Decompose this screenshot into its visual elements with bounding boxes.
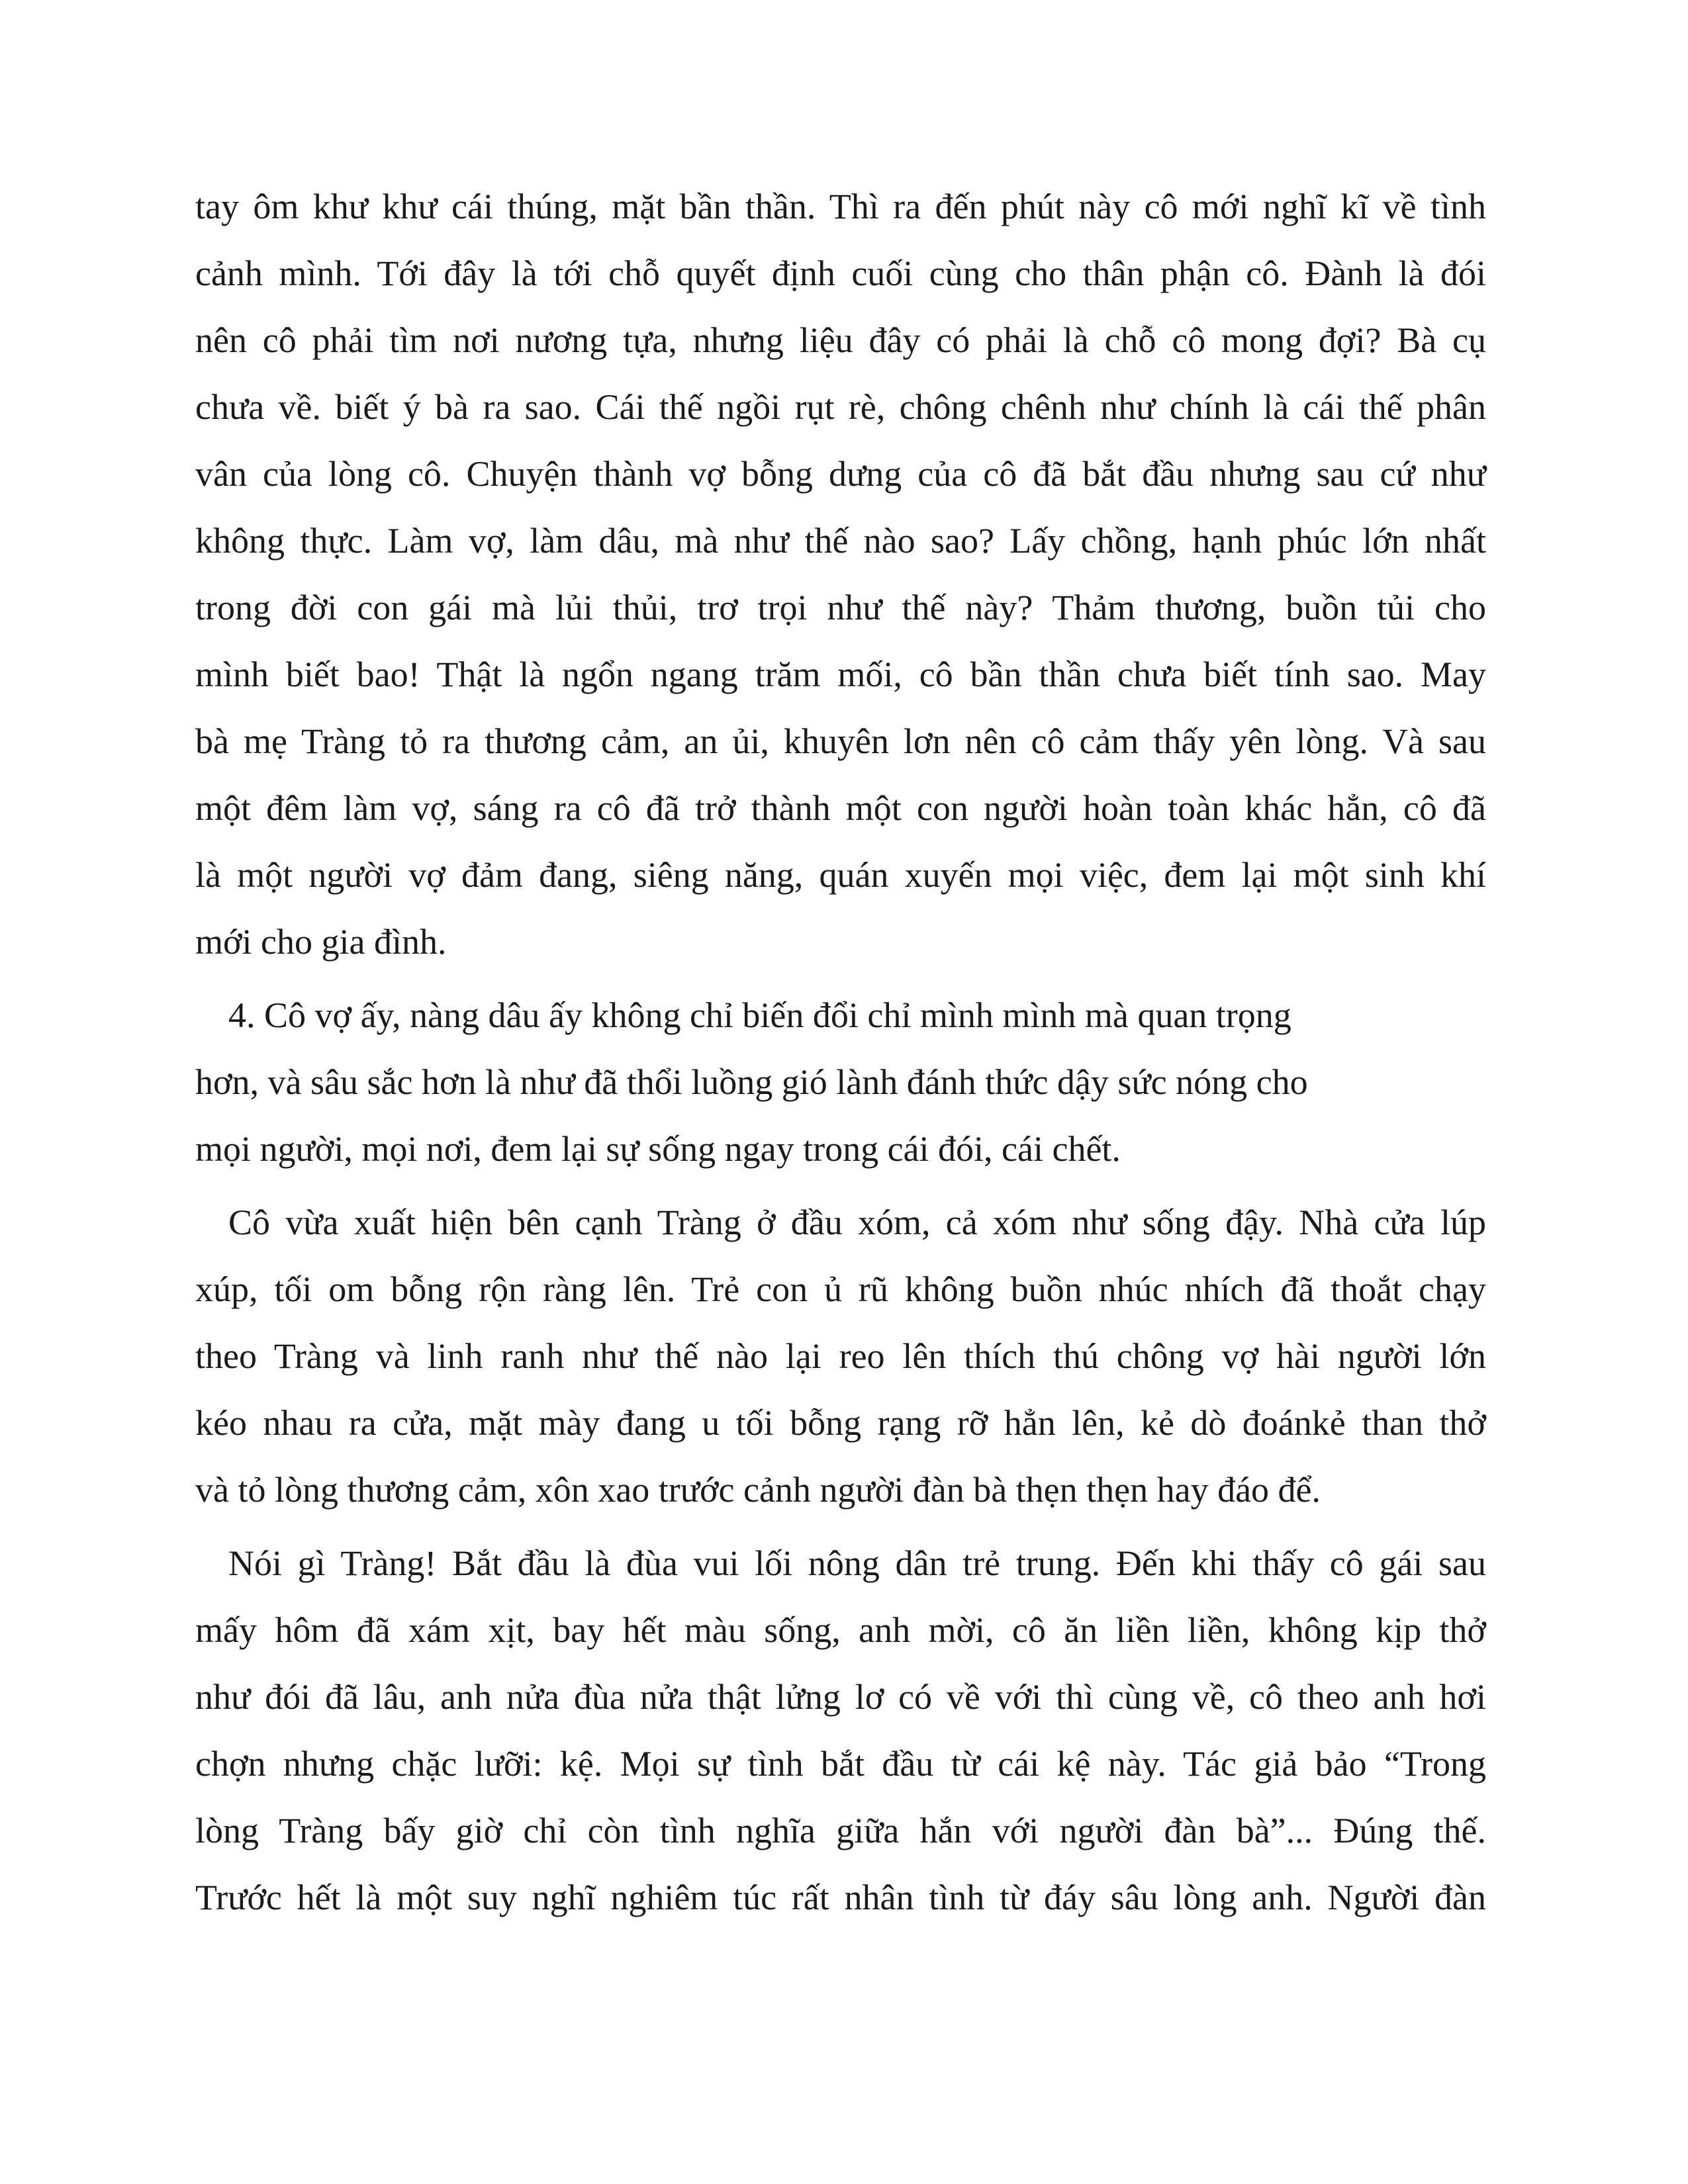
text-line: kéo nhau ra cửa, mặt mày đang u tối bỗng rạng rỡ hẳn lên, kẻ dò đoánkẻ than thở (195, 1403, 1486, 1443)
text-body (195, 173, 1486, 1931)
text-line: như đói đã lâu, anh nửa đùa nửa thật lửng lơ có về với thì cùng về, cô theo anh hơi (195, 1677, 1486, 1717)
paragraph-4 (195, 1530, 1486, 1931)
text-line: và tỏ lòng thương cảm, xôn xao trước cảnh người đàn bà thẹn thẹn hay đáo để. (195, 1470, 1321, 1510)
text-line: nên cô phải tìm nơi nương tựa, nhưng liệu đây có phải là chỗ cô mong đợi? Bà cụ (195, 320, 1486, 360)
paragraph-1 (195, 173, 1486, 976)
paragraph-spacer (195, 1183, 1486, 1189)
text-line: Nói gì Tràng! Bắt đầu là đùa vui lối nông dân trẻ trung. Đến khi thấy cô gái sau (228, 1543, 1486, 1583)
text-line: chưa về. biết ý bà ra sao. Cái thế ngồi rụt rè, chông chênh như chính là cái thế phân (195, 387, 1486, 427)
text-line: là một người vợ đảm đang, siêng năng, quán xuyến mọi việc, đem lại một sinh khí (195, 855, 1486, 895)
text-line: Trước hết là một suy nghĩ nghiêm túc rất nhân tình từ đáy sâu lòng anh. Người đàn (195, 1878, 1486, 1917)
text-line: vân của lòng cô. Chuyện thành vợ bỗng dưng của cô đã bắt đầu nhưng sau cứ như (195, 454, 1486, 494)
text-line: không thực. Làm vợ, làm dâu, mà như thế nào sao? Lấy chồng, hạnh phúc lớn nhất (195, 521, 1486, 561)
text-line: mình biết bao! Thật là ngổn ngang trăm mối, cô bần thần chưa biết tính sao. May (195, 655, 1486, 694)
text-line: mấy hôm đã xám xịt, bay hết màu sống, anh mời, cô ăn liền liền, không kịp thở (195, 1610, 1486, 1650)
text-line: hơn, và sâu sắc hơn là như đã thổi luồng gió lành đánh thức dậy sức nóng cho (195, 1062, 1308, 1102)
text-line: Cô vừa xuất hiện bên cạnh Tràng ở đầu xóm, cả xóm như sống đậy. Nhà cửa lúp (228, 1203, 1486, 1242)
paragraph-spacer (195, 1524, 1486, 1530)
paragraph-2 (195, 982, 1486, 1183)
text-line: theo Tràng và linh ranh như thế nào lại reo lên thích thú chông vợ hài người lớn (195, 1336, 1486, 1376)
paragraph-3 (195, 1189, 1486, 1524)
text-line: cảnh mình. Tới đây là tới chỗ quyết định cuối cùng cho thân phận cô. Đành là đói (195, 253, 1486, 293)
text-line: xúp, tối om bỗng rộn ràng lên. Trẻ con ủ rũ không buồn nhúc nhích đã thoắt chạy (195, 1269, 1486, 1309)
text-line: mới cho gia đình. (195, 922, 447, 962)
text-line: chợn nhưng chặc lưỡi: kệ. Mọi sự tình bắt đầu từ cái kệ này. Tác giả bảo “Trong (195, 1744, 1486, 1784)
text-line: lòng Tràng bấy giờ chỉ còn tình nghĩa giữa hắn với người đàn bà”... Đúng thế. (195, 1811, 1486, 1850)
text-line: mọi người, mọi nơi, đem lại sự sống ngay trong cái đói, cái chết. (195, 1129, 1121, 1169)
text-line: 4. Cô vợ ấy, nàng dâu ấy không chỉ biến đổi chỉ mình mình mà quan trọng (228, 995, 1291, 1035)
paragraph-spacer (195, 976, 1486, 982)
text-line: một đêm làm vợ, sáng ra cô đã trở thành một con người hoàn toàn khác hẳn, cô đã (195, 788, 1486, 828)
text-line: trong đời con gái mà lủi thủi, trơ trọi như thế này? Thảm thương, buồn tủi cho (195, 588, 1486, 627)
text-line: bà mẹ Tràng tỏ ra thương cảm, an ủi, khuyên lơn nên cô cảm thấy yên lòng. Và sau (195, 721, 1486, 761)
text-line: tay ôm khư khư cái thúng, mặt bần thần. Thì ra đến phút này cô mới nghĩ kĩ về tình (195, 187, 1486, 226)
